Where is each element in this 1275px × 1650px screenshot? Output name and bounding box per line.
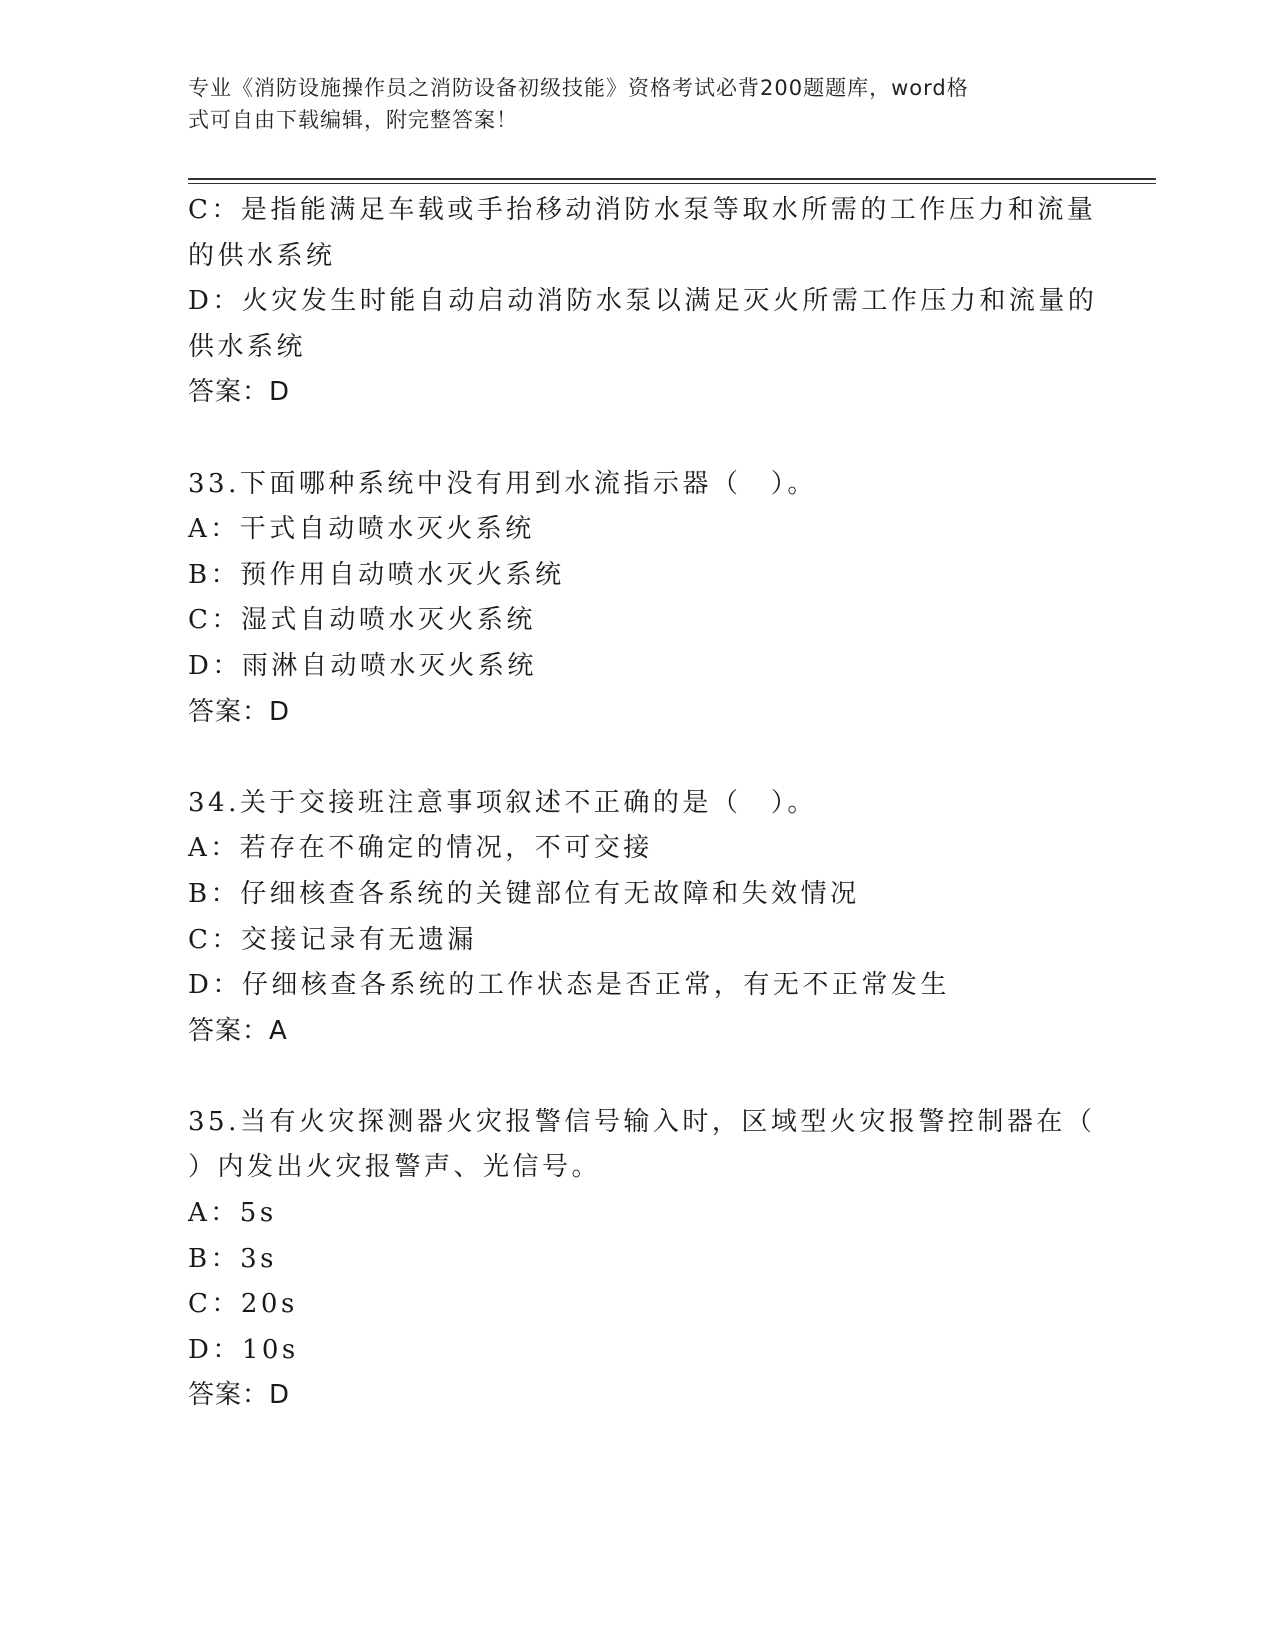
option-c: C：交接记录有无遗漏 — [188, 924, 477, 955]
question-stem: 34.关于交接班注意事项叙述不正确的是（ ）。 — [188, 787, 817, 818]
option-c: C：20s — [188, 1289, 298, 1320]
option-a: A：5s — [188, 1198, 277, 1229]
header-line-2: 式可自由下载编辑，附完整答案！ — [188, 108, 518, 132]
option-d-line-1: D：火灾发生时能自动启动消防水泵以满足灭火所需工作压力和流量的 — [188, 286, 1098, 317]
answer-label: 答案：D — [188, 696, 291, 727]
option-a: A：干式自动喷水灭火系统 — [188, 514, 535, 545]
option-c-line-2: 的供水系统 — [188, 240, 336, 271]
option-c-line-1: C：是指能满足车载或手抬移动消防水泵等取水所需的工作压力和流量 — [188, 195, 1097, 225]
option-b: B：预作用自动喷水灭火系统 — [188, 559, 565, 590]
option-b: B：3s — [188, 1243, 277, 1274]
header-divider-thin — [188, 183, 1156, 184]
option-d-line-2: 供水系统 — [188, 331, 307, 362]
option-b: B：仔细核查各系统的关键部位有无故障和失效情况 — [188, 878, 860, 909]
option-a: A：若存在不确定的情况，不可交接 — [188, 833, 653, 864]
spacer — [188, 416, 1088, 462]
header-divider-thick — [188, 178, 1156, 180]
header-line-1: 专业《消防设施操作员之消防设备初级技能》资格考试必背200题题库，word格 — [188, 76, 969, 100]
answer-label: 答案：A — [188, 1015, 288, 1046]
option-d: D：雨淋自动喷水灭火系统 — [188, 650, 537, 681]
question-stem: 33.下面哪种系统中没有用到水流指示器（ ）。 — [188, 468, 817, 499]
option-d: D：仔细核查各系统的工作状态是否正常，有无不正常发生 — [188, 970, 950, 1001]
question-35 — [188, 1100, 1096, 1419]
question-stem-line-1: 35.当有火灾探测器火灾报警信号输入时，区域型火灾报警控制器在（ — [188, 1106, 1096, 1137]
answer-label: 答案：D — [188, 377, 291, 408]
spacer — [188, 1054, 1088, 1100]
question-34 — [188, 781, 1088, 1055]
spacer — [188, 735, 1088, 781]
option-c: C：湿式自动喷水灭火系统 — [188, 605, 536, 636]
question-list — [188, 188, 1098, 1419]
question-33 — [188, 462, 1088, 736]
answer-label: 答案：D — [188, 1380, 291, 1411]
option-d: D：10s — [188, 1334, 299, 1365]
question-stem-line-2: ）内发出火灾报警声、光信号。 — [188, 1152, 602, 1183]
document-header — [188, 72, 1068, 136]
question-32-continued — [188, 188, 1098, 416]
